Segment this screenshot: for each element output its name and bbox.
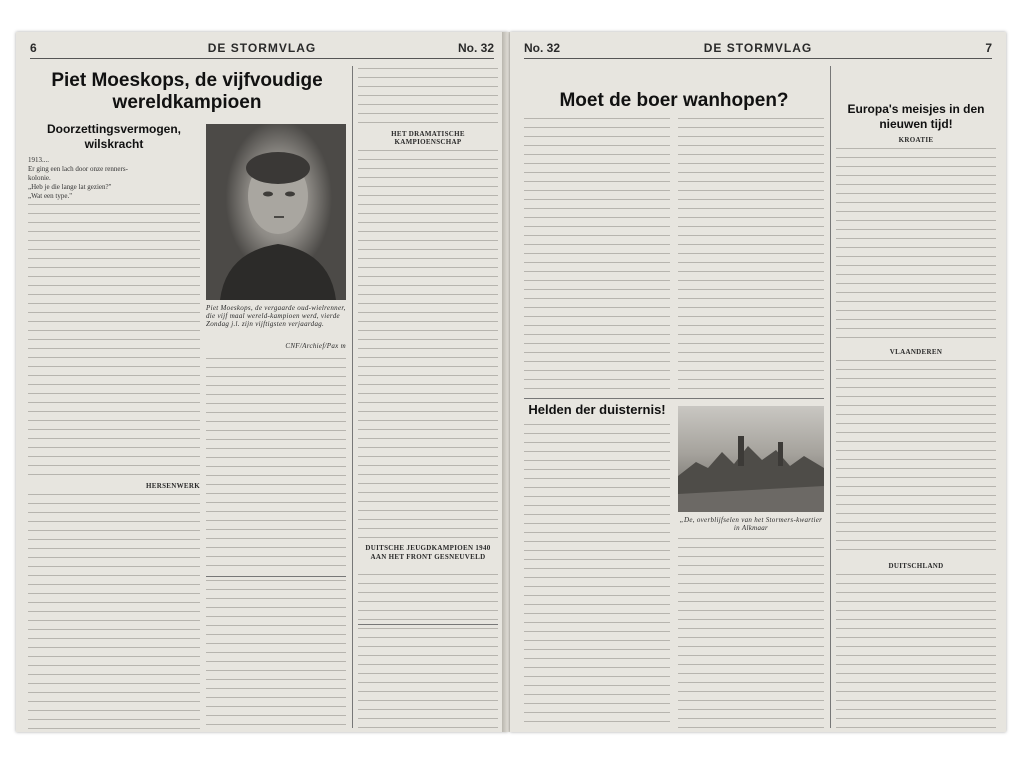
intro-line: 1913.... [28, 156, 49, 164]
column-rule [830, 66, 831, 728]
issue-number: No. 32 [524, 41, 561, 55]
section-rule [358, 624, 498, 625]
page-number: 7 [985, 41, 992, 55]
section-heading: DUITSCHE JEUGDKAMPIOEN 1940 AAN HET FRONT GESNEUVELD [365, 544, 491, 561]
body-text-column [28, 204, 200, 476]
page-number: 6 [30, 41, 37, 55]
body-text-column [524, 424, 670, 730]
left-page [16, 32, 508, 732]
portrait-photo [206, 124, 346, 300]
body-text-column [358, 68, 498, 126]
portrait-figure [206, 124, 346, 300]
body-text-column [28, 494, 200, 730]
ruins-photo [678, 406, 824, 512]
section-rule [206, 576, 346, 577]
body-text-column [836, 574, 996, 730]
intro-line: „Heb je die lange lat gezien?" [28, 183, 112, 191]
section-heading: VLAANDEREN [889, 348, 943, 356]
photo-credit: CNF/Archief/Pax m [285, 342, 346, 350]
headline: Moet de boer wanhopen? [559, 90, 789, 111]
headline: Piet Moeskops, de vijfvoudige wereldkampioen [51, 70, 323, 113]
body-text-column [358, 628, 498, 730]
body-text-column [206, 580, 346, 730]
body-text-column [358, 574, 498, 620]
body-text-column [524, 118, 670, 394]
body-text-column [678, 118, 824, 394]
issue-number: No. 32 [457, 41, 494, 55]
column-rule [352, 66, 353, 728]
section-heading: KROATIE [898, 136, 934, 144]
section-heading: DUITSCHLAND [888, 562, 944, 570]
left-page-header [30, 40, 494, 59]
photo-caption: „De, overblijfselen van het Stormers-kwartier in Alkmaar [679, 516, 823, 532]
body-text-column [358, 150, 498, 540]
side-headline: Europa's meisjes in den nieuwen tijd! [847, 102, 985, 131]
intro-line: „Wat een type." [28, 192, 73, 200]
body-text-column [836, 360, 996, 556]
intro-line: Er ging een lach door onze renners- [28, 165, 128, 173]
right-page [510, 32, 1006, 732]
right-page-header [524, 40, 992, 59]
masthead: DE STORMVLAG [703, 41, 813, 55]
intro-text [28, 156, 200, 201]
section-rule [524, 398, 824, 399]
section-heading: HERSENWERK [146, 482, 200, 490]
ruins-figure [678, 406, 824, 512]
photo-caption: Piet Moeskops, de vergaarde oud-wielrenner, die vijf maal wereld-kampioen werd, vierde Zondag j.l. zijn vijftigsten verjaardag. [206, 304, 346, 328]
body-text-column [206, 358, 346, 572]
headline-secondary: Helden der duisternis! [528, 402, 666, 417]
section-heading: HET DRAMATISCHE KAMPIOENSCHAP [391, 130, 465, 146]
subheadline: Doorzettingsvermogen, wilskracht [46, 122, 181, 151]
body-text-column [678, 538, 824, 730]
intro-line: kolonie. [28, 174, 51, 182]
masthead: DE STORMVLAG [207, 41, 317, 55]
body-text-column [836, 148, 996, 344]
